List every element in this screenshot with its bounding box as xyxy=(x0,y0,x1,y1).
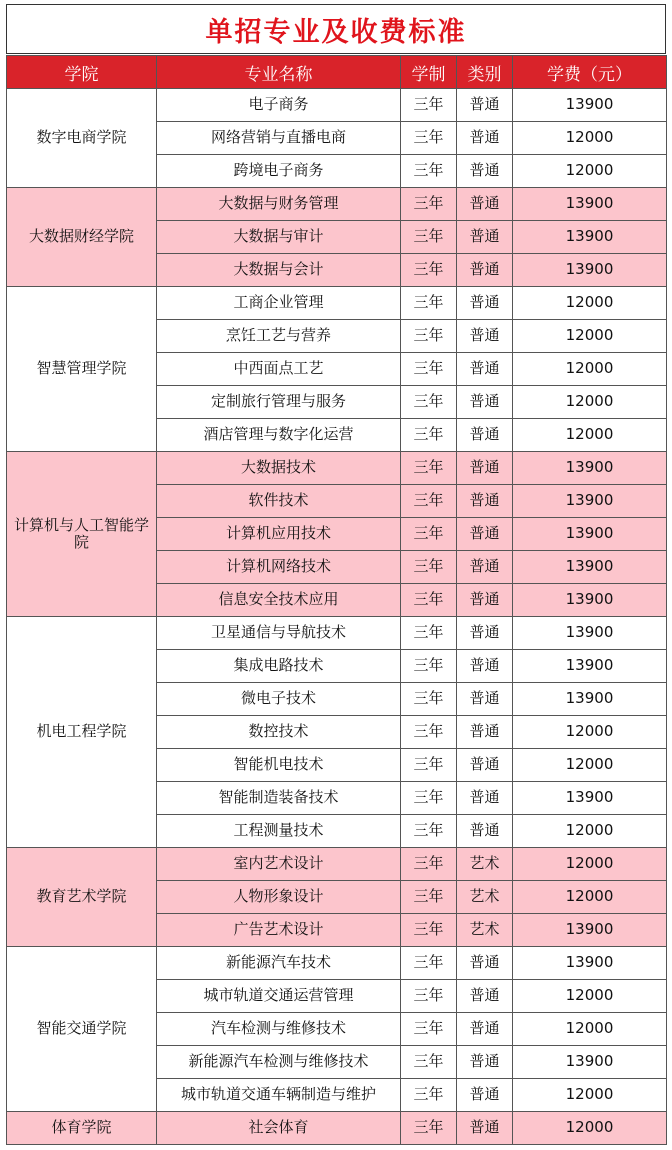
major-cell: 中西面点工艺 xyxy=(157,353,401,386)
tuition-cell: 12000 xyxy=(513,419,667,452)
fee-table xyxy=(6,55,667,1145)
college-cell: 体育学院 xyxy=(7,1112,157,1145)
major-cell: 智能机电技术 xyxy=(157,749,401,782)
duration-cell: 三年 xyxy=(401,287,457,320)
duration-cell: 三年 xyxy=(401,716,457,749)
tuition-cell: 13900 xyxy=(513,188,667,221)
major-cell: 大数据与审计 xyxy=(157,221,401,254)
category-cell: 普通 xyxy=(457,1046,513,1079)
category-cell: 普通 xyxy=(457,947,513,980)
table-row xyxy=(7,617,667,650)
tuition-cell: 13900 xyxy=(513,1046,667,1079)
duration-cell: 三年 xyxy=(401,155,457,188)
duration-cell: 三年 xyxy=(401,815,457,848)
page-title: 单招专业及收费标准 xyxy=(6,4,666,54)
major-cell: 工程测量技术 xyxy=(157,815,401,848)
category-cell: 普通 xyxy=(457,683,513,716)
category-cell: 普通 xyxy=(457,1112,513,1145)
category-cell: 普通 xyxy=(457,419,513,452)
category-cell: 普通 xyxy=(457,452,513,485)
tuition-cell: 13900 xyxy=(513,551,667,584)
major-cell: 新能源汽车技术 xyxy=(157,947,401,980)
college-cell: 教育艺术学院 xyxy=(7,848,157,947)
major-cell: 软件技术 xyxy=(157,485,401,518)
major-cell: 酒店管理与数字化运营 xyxy=(157,419,401,452)
category-cell: 普通 xyxy=(457,89,513,122)
duration-cell: 三年 xyxy=(401,89,457,122)
category-cell: 普通 xyxy=(457,353,513,386)
category-cell: 普通 xyxy=(457,287,513,320)
category-cell: 普通 xyxy=(457,485,513,518)
duration-cell: 三年 xyxy=(401,419,457,452)
category-cell: 普通 xyxy=(457,1079,513,1112)
tuition-cell: 12000 xyxy=(513,1013,667,1046)
tuition-cell: 12000 xyxy=(513,881,667,914)
major-cell: 数控技术 xyxy=(157,716,401,749)
duration-cell: 三年 xyxy=(401,1079,457,1112)
category-cell: 普通 xyxy=(457,617,513,650)
tuition-cell: 12000 xyxy=(513,386,667,419)
category-cell: 艺术 xyxy=(457,914,513,947)
tuition-cell: 12000 xyxy=(513,155,667,188)
duration-cell: 三年 xyxy=(401,122,457,155)
college-cell: 机电工程学院 xyxy=(7,617,157,848)
category-cell: 普通 xyxy=(457,188,513,221)
tuition-cell: 13900 xyxy=(513,617,667,650)
category-cell: 普通 xyxy=(457,650,513,683)
tuition-cell: 13900 xyxy=(513,782,667,815)
tuition-cell: 12000 xyxy=(513,287,667,320)
major-cell: 烹饪工艺与营养 xyxy=(157,320,401,353)
table-body xyxy=(7,89,667,1145)
header-tuition: 学费（元） xyxy=(513,56,667,89)
tuition-cell: 13900 xyxy=(513,683,667,716)
category-cell: 普通 xyxy=(457,155,513,188)
header-college: 学院 xyxy=(7,56,157,89)
category-cell: 普通 xyxy=(457,320,513,353)
duration-cell: 三年 xyxy=(401,881,457,914)
duration-cell: 三年 xyxy=(401,320,457,353)
tuition-cell: 13900 xyxy=(513,584,667,617)
category-cell: 普通 xyxy=(457,584,513,617)
duration-cell: 三年 xyxy=(401,617,457,650)
duration-cell: 三年 xyxy=(401,1046,457,1079)
duration-cell: 三年 xyxy=(401,848,457,881)
major-cell: 汽车检测与维修技术 xyxy=(157,1013,401,1046)
tuition-cell: 13900 xyxy=(513,518,667,551)
tuition-cell: 12000 xyxy=(513,353,667,386)
duration-cell: 三年 xyxy=(401,551,457,584)
major-cell: 广告艺术设计 xyxy=(157,914,401,947)
duration-cell: 三年 xyxy=(401,980,457,1013)
table-row xyxy=(7,188,667,221)
table-row xyxy=(7,848,667,881)
major-cell: 城市轨道交通运营管理 xyxy=(157,980,401,1013)
major-cell: 大数据与财务管理 xyxy=(157,188,401,221)
tuition-cell: 12000 xyxy=(513,815,667,848)
duration-cell: 三年 xyxy=(401,386,457,419)
major-cell: 定制旅行管理与服务 xyxy=(157,386,401,419)
tuition-cell: 13900 xyxy=(513,914,667,947)
major-cell: 城市轨道交通车辆制造与维护 xyxy=(157,1079,401,1112)
category-cell: 艺术 xyxy=(457,881,513,914)
table-row xyxy=(7,947,667,980)
category-cell: 普通 xyxy=(457,551,513,584)
tuition-cell: 12000 xyxy=(513,122,667,155)
college-cell: 计算机与人工智能学院 xyxy=(7,452,157,617)
duration-cell: 三年 xyxy=(401,683,457,716)
college-cell: 智慧管理学院 xyxy=(7,287,157,452)
category-cell: 普通 xyxy=(457,1013,513,1046)
category-cell: 普通 xyxy=(457,980,513,1013)
tuition-cell: 13900 xyxy=(513,254,667,287)
duration-cell: 三年 xyxy=(401,1013,457,1046)
tuition-cell: 13900 xyxy=(513,485,667,518)
category-cell: 普通 xyxy=(457,716,513,749)
major-cell: 社会体育 xyxy=(157,1112,401,1145)
duration-cell: 三年 xyxy=(401,518,457,551)
tuition-cell: 12000 xyxy=(513,848,667,881)
duration-cell: 三年 xyxy=(401,914,457,947)
table-header-row xyxy=(7,56,667,89)
duration-cell: 三年 xyxy=(401,1112,457,1145)
major-cell: 电子商务 xyxy=(157,89,401,122)
major-cell: 集成电路技术 xyxy=(157,650,401,683)
tuition-cell: 13900 xyxy=(513,947,667,980)
duration-cell: 三年 xyxy=(401,947,457,980)
tuition-cell: 12000 xyxy=(513,320,667,353)
major-cell: 计算机网络技术 xyxy=(157,551,401,584)
category-cell: 普通 xyxy=(457,815,513,848)
duration-cell: 三年 xyxy=(401,254,457,287)
table-row xyxy=(7,1112,667,1145)
table-row xyxy=(7,287,667,320)
duration-cell: 三年 xyxy=(401,749,457,782)
duration-cell: 三年 xyxy=(401,221,457,254)
tuition-cell: 13900 xyxy=(513,89,667,122)
major-cell: 网络营销与直播电商 xyxy=(157,122,401,155)
duration-cell: 三年 xyxy=(401,188,457,221)
header-duration: 学制 xyxy=(401,56,457,89)
category-cell: 普通 xyxy=(457,122,513,155)
category-cell: 艺术 xyxy=(457,848,513,881)
major-cell: 微电子技术 xyxy=(157,683,401,716)
category-cell: 普通 xyxy=(457,221,513,254)
header-category: 类别 xyxy=(457,56,513,89)
major-cell: 大数据技术 xyxy=(157,452,401,485)
college-cell: 大数据财经学院 xyxy=(7,188,157,287)
major-cell: 智能制造装备技术 xyxy=(157,782,401,815)
major-cell: 大数据与会计 xyxy=(157,254,401,287)
duration-cell: 三年 xyxy=(401,782,457,815)
tuition-cell: 12000 xyxy=(513,1112,667,1145)
table-row xyxy=(7,89,667,122)
table-row xyxy=(7,452,667,485)
duration-cell: 三年 xyxy=(401,353,457,386)
duration-cell: 三年 xyxy=(401,485,457,518)
major-cell: 信息安全技术应用 xyxy=(157,584,401,617)
major-cell: 人物形象设计 xyxy=(157,881,401,914)
tuition-cell: 12000 xyxy=(513,980,667,1013)
category-cell: 普通 xyxy=(457,386,513,419)
major-cell: 新能源汽车检测与维修技术 xyxy=(157,1046,401,1079)
duration-cell: 三年 xyxy=(401,452,457,485)
duration-cell: 三年 xyxy=(401,584,457,617)
major-cell: 卫星通信与导航技术 xyxy=(157,617,401,650)
major-cell: 工商企业管理 xyxy=(157,287,401,320)
college-cell: 智能交通学院 xyxy=(7,947,157,1112)
tuition-cell: 13900 xyxy=(513,221,667,254)
college-cell: 数字电商学院 xyxy=(7,89,157,188)
duration-cell: 三年 xyxy=(401,650,457,683)
major-cell: 跨境电子商务 xyxy=(157,155,401,188)
category-cell: 普通 xyxy=(457,254,513,287)
category-cell: 普通 xyxy=(457,518,513,551)
category-cell: 普通 xyxy=(457,749,513,782)
category-cell: 普通 xyxy=(457,782,513,815)
header-major: 专业名称 xyxy=(157,56,401,89)
tuition-cell: 12000 xyxy=(513,716,667,749)
tuition-cell: 13900 xyxy=(513,452,667,485)
major-cell: 计算机应用技术 xyxy=(157,518,401,551)
tuition-cell: 12000 xyxy=(513,749,667,782)
tuition-cell: 13900 xyxy=(513,650,667,683)
major-cell: 室内艺术设计 xyxy=(157,848,401,881)
tuition-cell: 12000 xyxy=(513,1079,667,1112)
